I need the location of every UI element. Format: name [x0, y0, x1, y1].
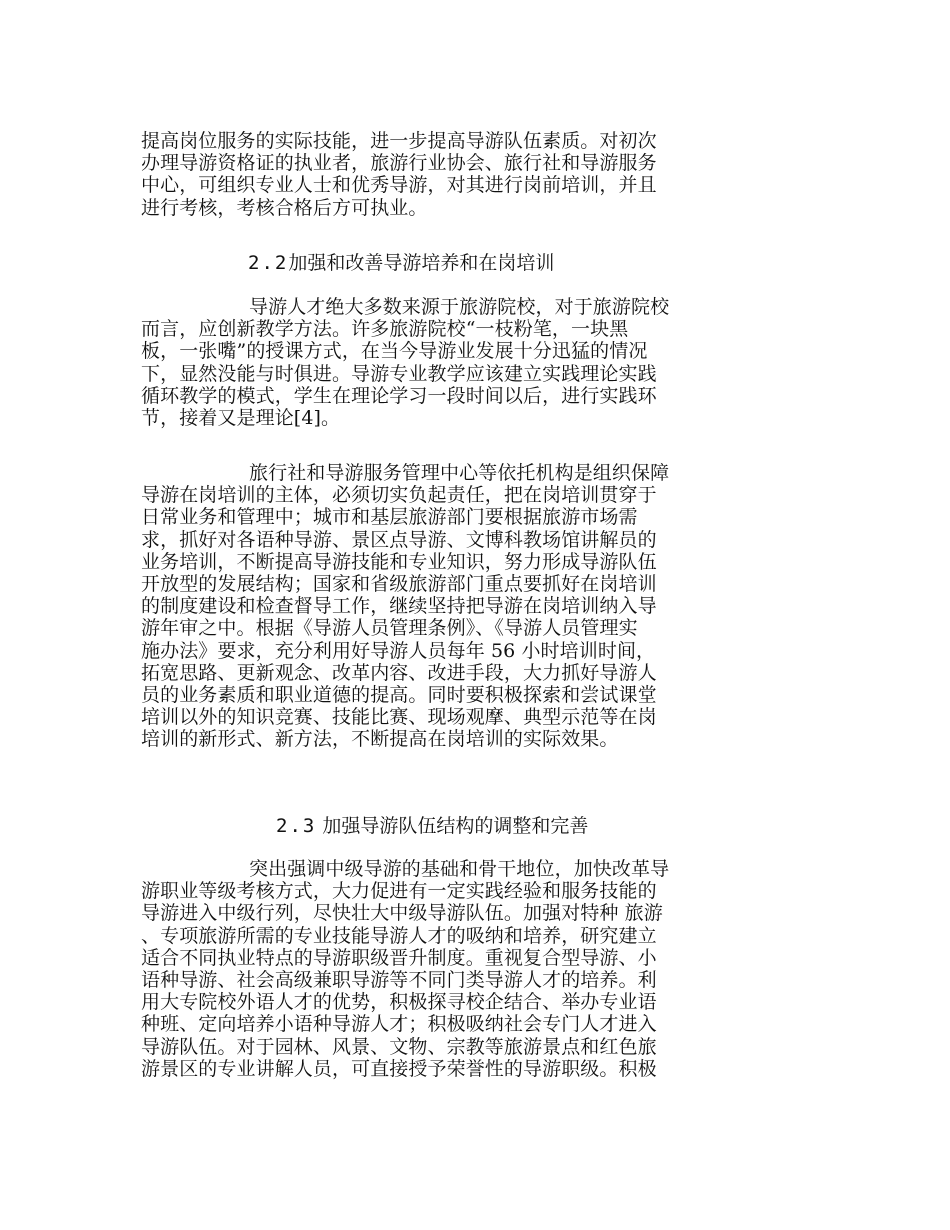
paragraph-training [141, 462, 741, 750]
paragraph-line: 用大专院校外语人才的优势，积极探寻校企结合、举办专业语 [141, 991, 657, 1014]
section-title: 加强导游队伍结构的调整和完善 [316, 815, 589, 837]
paragraph-line: 施办法》要求，充分利用好导游人员每年 56 小时培训时间， [141, 639, 656, 662]
paragraph-line: 员的业务素质和职业道德的提高。同时要积极探索和尝试课堂 [141, 683, 657, 706]
paragraph-line: 开放型的发展结构；国家和省级旅游部门重点要抓好在岗培训 [141, 572, 657, 595]
paragraph-line: 旅行社和导游服务管理中心等依托机构是组织保障 [249, 462, 670, 484]
paragraph-line: 中心，可组织专业人士和优秀导游，对其进行岗前培训，并且 [141, 174, 657, 197]
paragraph-line: 、专项旅游所需的专业技能导游人才的吸纳和培养，研究建立 [141, 924, 657, 947]
paragraph-line: 进行考核，考核合格后方可执业。 [141, 196, 428, 219]
paragraph-line: 日常业务和管理中；城市和基层旅游部门要根据旅游市场需 [141, 506, 638, 529]
paragraph-line: 求，抓好对各语种导游、景区点导游、文博科教场馆讲解员的 [141, 528, 657, 551]
paragraph-line: 拓宽思路、更新观念、改革内容、改进手段，大力抓好导游人 [141, 661, 657, 684]
paragraph-line: 游景区的专业讲解人员，可直接授予荣誉性的导游职级。积极 [141, 1057, 657, 1080]
section-number: 2.3 [276, 815, 317, 837]
section-heading-2-3 [276, 814, 588, 838]
paragraph-line: 语种导游、社会高级兼职导游等不同门类导游人才的培养。利 [141, 968, 657, 991]
paragraph-line: 而言，应创新教学方法。许多旅游院校“一枝粉笔，一块黑 [141, 318, 629, 341]
paragraph-line: 突出强调中级导游的基础和骨干地位，加快改革导 [249, 858, 670, 880]
paragraph-structure [141, 858, 741, 1080]
paragraph-line: 节，接着又是理论[4]。 [141, 406, 341, 429]
paragraph-line: 循环教学的模式，学生在理论学习一段时间以后，进行实践环 [141, 384, 657, 407]
paragraph-line: 种班、定向培养小语种导游人才；积极吸纳社会专门人才进入 [141, 1013, 657, 1036]
paragraph-line: 板，一张嘴”的授课方式，在当今导游业发展十分迅猛的情况 [141, 340, 648, 363]
paragraph-line: 导游在岗培训的主体，必须切实负起责任，把在岗培训贯穿于 [141, 484, 657, 507]
paragraph-line: 导游人才绝大多数来源于旅游院校，对于旅游院校 [249, 296, 670, 318]
section-heading-2-2 [248, 251, 554, 275]
paragraph-line: 培训的新形式、新方法，不断提高在岗培训的实际效果。 [141, 728, 619, 751]
paragraph-line: 游职业等级考核方式，大力促进有一定实践经验和服务技能的 [141, 880, 657, 903]
paragraph-intro [141, 130, 741, 219]
paragraph-line: 下，显然没能与时俱进。导游专业教学应该建立实践理论实践 [141, 362, 657, 385]
paragraph-line: 的制度建设和检查督导工作，继续坚持把导游在岗培训纳入导 [141, 595, 657, 618]
paragraph-line: 业务培训，不断提高导游技能和专业知识，努力形成导游队伍 [141, 550, 657, 573]
section-title: 加强和改善导游培养和在岗培训 [288, 252, 555, 274]
paragraph-teaching [141, 296, 741, 429]
section-number: 2.2 [248, 252, 289, 274]
paragraph-line: 培训以外的知识竞赛、技能比赛、现场观摩、典型示范等在岗 [141, 706, 657, 729]
paragraph-line: 提高岗位服务的实际技能，进一步提高导游队伍素质。对初次 [141, 130, 657, 152]
paragraph-line: 导游队伍。对于园林、风景、文物、宗教等旅游景点和红色旅 [141, 1035, 657, 1058]
paragraph-line: 办理导游资格证的执业者，旅游行业协会、旅行社和导游服务 [141, 152, 657, 175]
paragraph-line: 适合不同执业特点的导游职级晋升制度。重视复合型导游、小 [141, 946, 657, 969]
paragraph-line: 导游进入中级行列，尽快壮大中级导游队伍。加强对特种 旅游 [141, 902, 663, 925]
paragraph-line: 游年审之中。根据《导游人员管理条例》、《导游人员管理实 [141, 617, 638, 640]
